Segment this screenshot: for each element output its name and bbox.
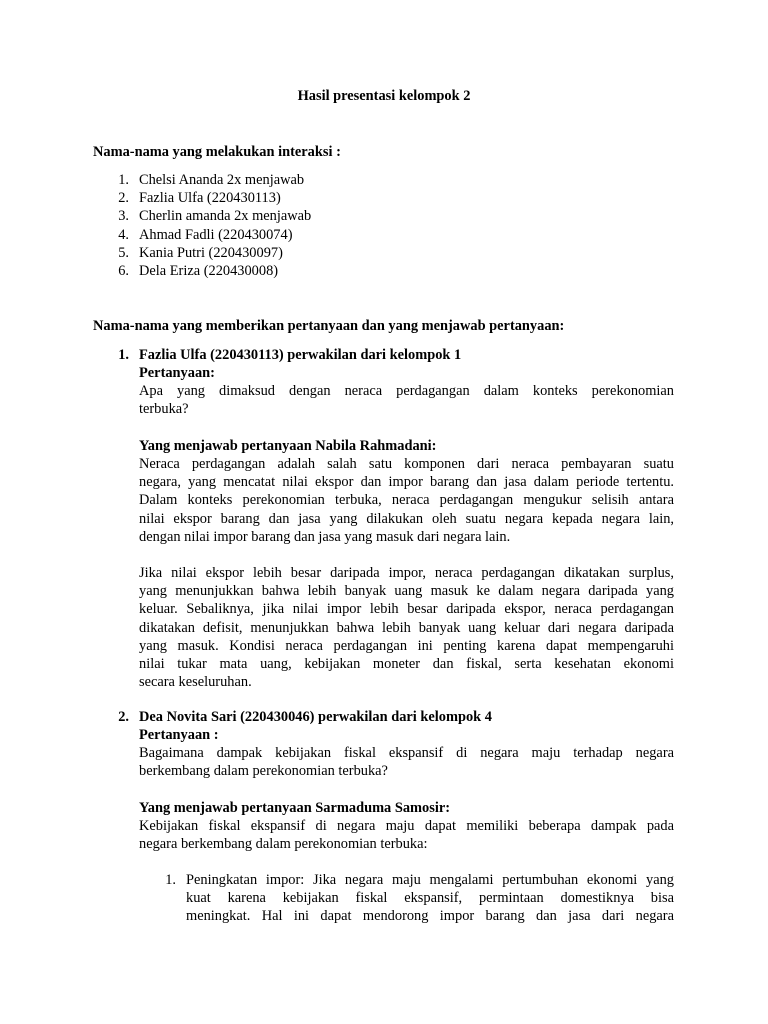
answer-paragraph <box>139 564 674 691</box>
qa-asker: Fazlia Ulfa (220430113) perwakilan dari kelompok 1 <box>139 347 462 363</box>
list-text: Kania Putri (220430097) <box>139 244 283 261</box>
text-line: kuat karena kebijakan fiskal ekspansif, permintaan domestiknya bisa <box>186 890 674 907</box>
question-text <box>139 382 674 418</box>
list-number: 6. <box>118 262 129 279</box>
text-line: negara, yang mencatat nilai ekspor dan impor barang dan jasa dalam periode tertentu. <box>139 474 674 491</box>
qa-item-number: 2. <box>118 709 129 725</box>
list-item <box>93 244 693 262</box>
text-line: yang masuk. Kondisi neraca perdagangan ini penting karena dapat mempengaruhi <box>139 637 674 654</box>
list-text: Chelsi Ananda 2x menjawab <box>139 172 305 188</box>
answerer-label: Yang menjawab pertanyaan Nabila Rahmadani: <box>139 438 437 454</box>
list-text: Cherlin amanda 2x menjawab <box>139 208 312 225</box>
list-item <box>93 226 693 244</box>
sub-list-text <box>186 871 674 926</box>
text-line: terbuka? <box>139 401 189 418</box>
text-line: dikatakan defisit, menunjukkan bahwa lebih banyak uang keluar dari negara daripada <box>139 619 674 636</box>
text-line: nilai ekspor barang dan jasa yang dilakukan oleh suatu negara kepada negara lain, <box>139 510 674 527</box>
list-item <box>93 189 693 207</box>
list-number: 5. <box>118 244 129 261</box>
question-text <box>139 744 674 780</box>
text-line: Apa yang dimaksud dengan neraca perdagangan dalam konteks perekonomian <box>139 383 674 399</box>
answerer-label: Yang menjawab pertanyaan Sarmaduma Samosir: <box>139 800 451 816</box>
answer-paragraph <box>139 455 674 546</box>
list-item <box>93 262 693 280</box>
list-number: 4. <box>118 226 129 243</box>
list-text: Ahmad Fadli (220430074) <box>139 226 293 243</box>
text-line: berkembang dalam perekonomian terbuka? <box>139 763 388 780</box>
text-line: Dalam konteks perekonomian terbuka, neraca perdagangan mengukur selisih antara <box>139 492 674 509</box>
list-number: 1. <box>118 172 129 188</box>
question-label: Pertanyaan : <box>139 727 219 743</box>
text-line: Jika nilai ekspor lebih besar daripada impor, neraca perdagangan dikatakan surplus, <box>139 565 674 581</box>
text-line: Bagaimana dampak kebijakan fiskal ekspansif di negara maju terhadap negara <box>139 745 674 761</box>
interaction-heading: Nama-nama yang melakukan interaksi : <box>93 144 341 160</box>
list-item <box>93 207 693 225</box>
text-line: keluar. Sebaliknya, jika nilai impor lebih besar daripada ekspor, neraca perdagangan <box>139 601 674 618</box>
text-line: yang menunjukkan bahwa lebih banyak uang masuk ke dalam negara daripada yang <box>139 583 674 600</box>
text-line: negara berkembang dalam perekonomian terbuka: <box>139 836 428 853</box>
text-line: meningkat. Hal ini dapat mendorong impor barang dan jasa dari negara <box>186 908 674 925</box>
text-line: Kebijakan fiskal ekspansif di negara maju dapat memiliki beberapa dampak pada <box>139 818 674 834</box>
text-line: secara keseluruhan. <box>139 674 252 691</box>
answer-paragraph <box>139 817 674 853</box>
list-number: 3. <box>118 208 129 225</box>
interaction-list <box>93 171 693 280</box>
list-item <box>93 171 693 189</box>
sub-list-number: 1. <box>165 872 176 888</box>
qa-asker: Dea Novita Sari (220430046) perwakilan dari kelompok 4 <box>139 709 492 725</box>
list-text: Dela Eriza (220430008) <box>139 262 279 279</box>
question-label: Pertanyaan: <box>139 365 215 381</box>
qa-item-number: 1. <box>118 347 129 363</box>
text-line: dengan nilai impor barang dan jasa yang masuk dari negara lain. <box>139 528 511 545</box>
qa-heading: Nama-nama yang memberikan pertanyaan dan yang menjawab pertanyaan: <box>93 318 565 334</box>
text-line: Peningkatan impor: Jika negara maju mengalami pertumbuhan ekonomi yang <box>186 872 674 888</box>
text-line: nilai tukar mata uang, kebijakan moneter dan fiskal, serta kesehatan ekonomi <box>139 655 674 672</box>
page-title: Hasil presentasi kelompok 2 <box>297 88 471 104</box>
text-line: Neraca perdagangan adalah salah satu komponen dari neraca pembayaran suatu <box>139 456 674 472</box>
list-text: Fazlia Ulfa (220430113) <box>139 190 281 207</box>
list-number: 2. <box>118 190 129 207</box>
